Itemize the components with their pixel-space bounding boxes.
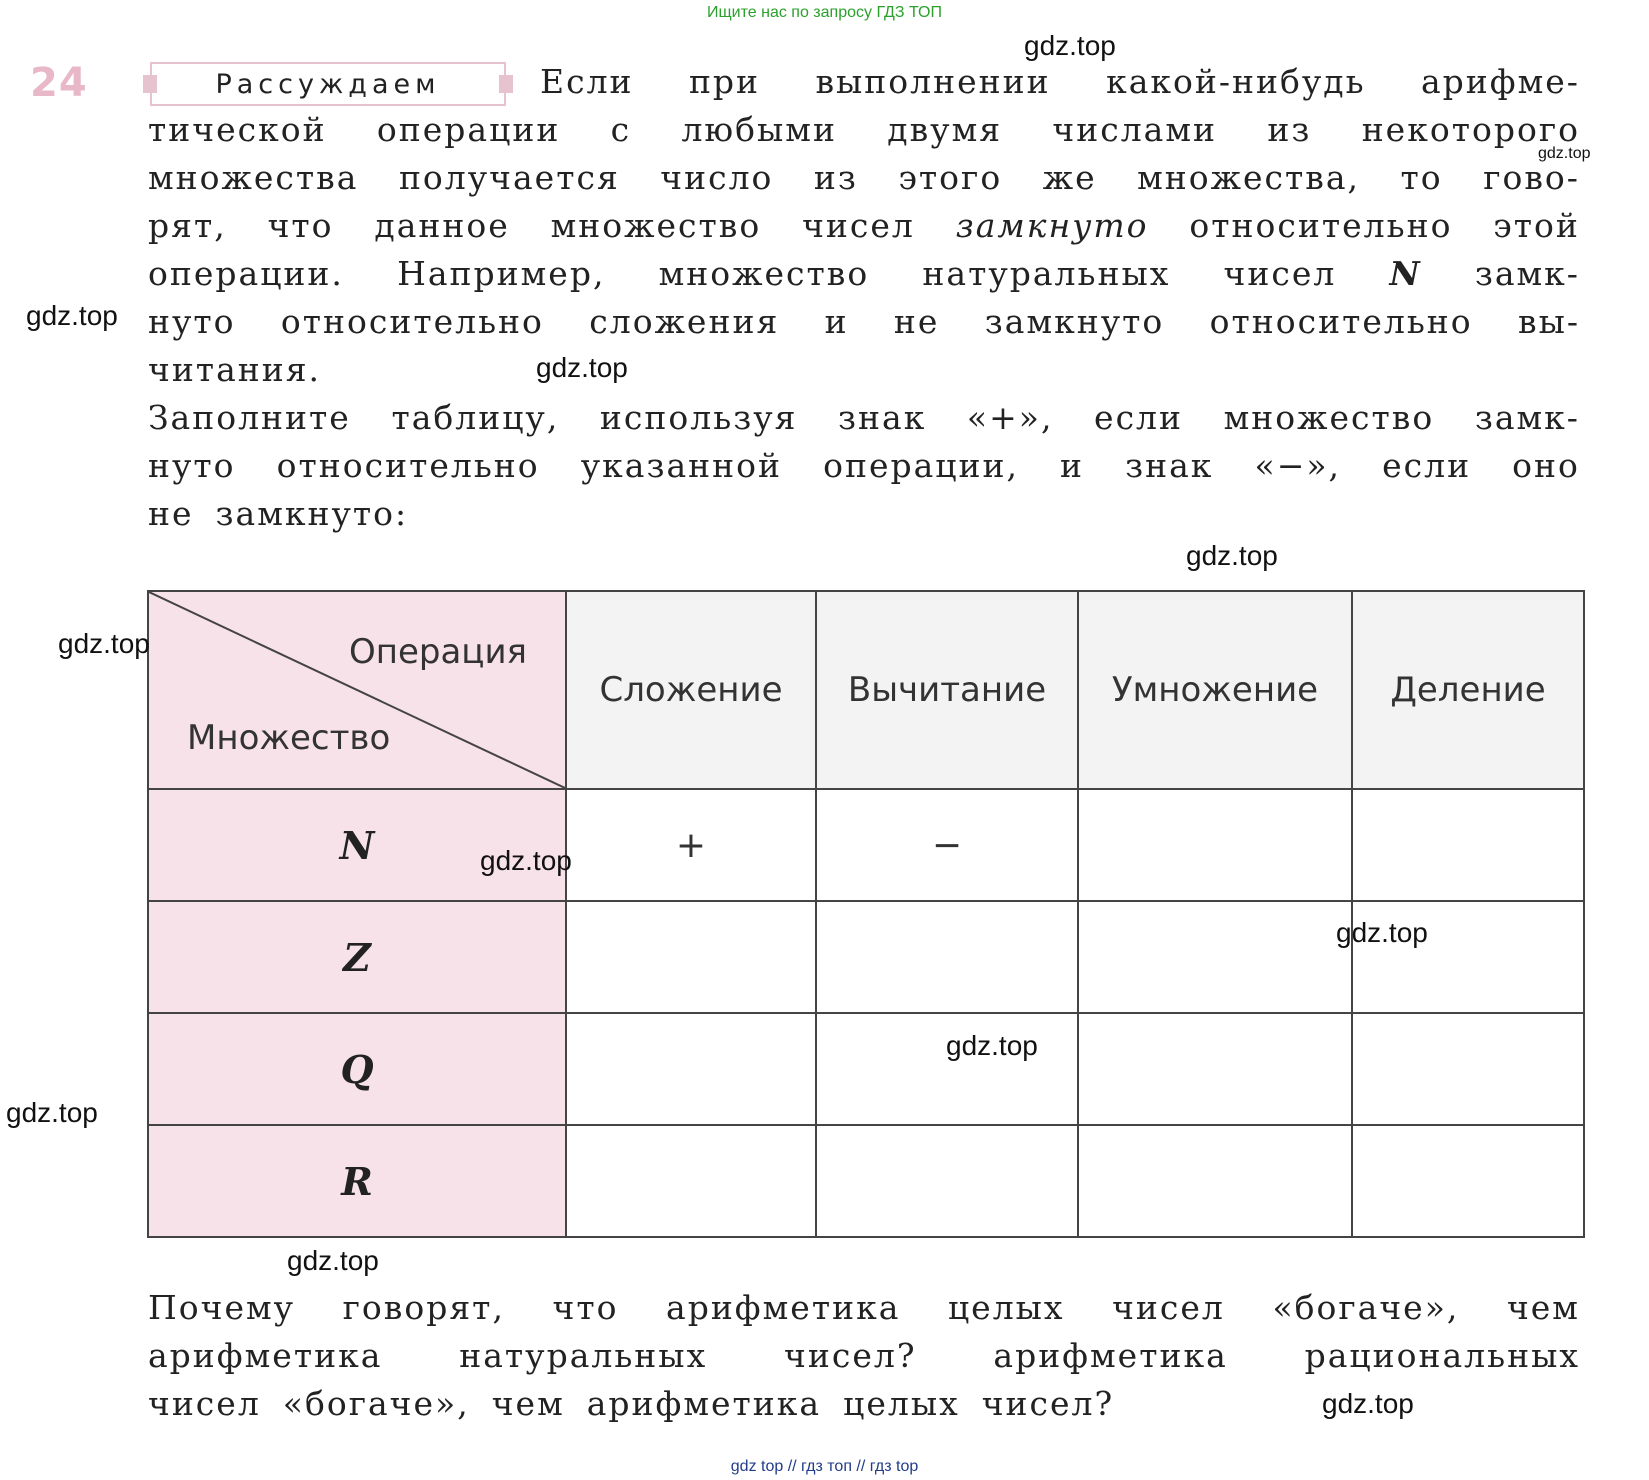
set-label-n: N bbox=[148, 789, 566, 901]
table-row bbox=[148, 1013, 1584, 1125]
intro-line-3: множества получается число из этого же множества, то гово- bbox=[148, 158, 1580, 197]
intro-line-7: читания. bbox=[148, 350, 322, 389]
set-label-q: Q bbox=[148, 1013, 566, 1125]
watermark: gdz.top bbox=[480, 845, 572, 876]
task-line-3: не замкнуто: bbox=[148, 494, 409, 533]
header-division: Деление bbox=[1352, 591, 1584, 789]
cell-n-multiplication[interactable] bbox=[1078, 789, 1352, 901]
task-line-1: Заполните таблицу, используя знак «+», если множество замк- bbox=[148, 398, 1580, 437]
cell-r-division[interactable] bbox=[1352, 1125, 1584, 1237]
cell-r-multiplication[interactable] bbox=[1078, 1125, 1352, 1237]
watermark: gdz.top bbox=[58, 628, 150, 659]
intro-line-5: операции. Например, множество натуральных чисел N замк- bbox=[148, 254, 1580, 293]
emphasis-closed: замкнуто bbox=[955, 206, 1149, 245]
cell-z-addition[interactable] bbox=[566, 901, 816, 1013]
watermark: gdz.top bbox=[1322, 1388, 1414, 1419]
cell-r-subtraction[interactable] bbox=[816, 1125, 1078, 1237]
table-row bbox=[148, 1125, 1584, 1237]
intro-line-2: тической операции с любыми двумя числами из некоторого bbox=[148, 110, 1580, 149]
corner-cell bbox=[148, 591, 566, 789]
intro-line-1: Если при выполнении какой-нибудь арифме- bbox=[540, 62, 1580, 101]
question-line-3: чисел «богаче», чем арифметика целых чисел? bbox=[148, 1384, 1115, 1423]
cell-z-multiplication[interactable] bbox=[1078, 901, 1352, 1013]
search-hint: Ищите нас по запросу ГДЗ ТОП bbox=[707, 4, 942, 21]
section-tag-label: Рассуждаем bbox=[215, 68, 441, 100]
intro-line-6: нуто относительно сложения и не замкнуто относительно вы- bbox=[148, 302, 1580, 341]
watermark: gdz.top bbox=[946, 1030, 1038, 1061]
intro-line-4: рят, что данное множество чисел замкнуто относительно этой bbox=[148, 206, 1580, 245]
problem-number: 24 bbox=[30, 60, 88, 106]
header-multiplication: Умножение bbox=[1078, 591, 1352, 789]
header-subtraction: Вычитание bbox=[816, 591, 1078, 789]
watermark: gdz.top bbox=[6, 1097, 98, 1128]
footer-watermark: gdz top // гдз топ // гдз top bbox=[730, 1458, 919, 1475]
watermark: gdz.top bbox=[1538, 145, 1591, 162]
cell-n-subtraction[interactable]: − bbox=[816, 789, 1078, 901]
cell-r-addition[interactable] bbox=[566, 1125, 816, 1237]
table-row bbox=[148, 789, 1584, 901]
cell-n-addition[interactable]: + bbox=[566, 789, 816, 901]
watermark: gdz.top bbox=[1336, 917, 1428, 948]
cell-n-division[interactable] bbox=[1352, 789, 1584, 901]
cell-q-multiplication[interactable] bbox=[1078, 1013, 1352, 1125]
closure-table bbox=[147, 590, 1585, 1238]
cell-q-division[interactable] bbox=[1352, 1013, 1584, 1125]
cell-q-addition[interactable] bbox=[566, 1013, 816, 1125]
corner-operation-label: Операция bbox=[348, 632, 527, 672]
watermark: gdz.top bbox=[536, 352, 628, 383]
set-label-r: R bbox=[148, 1125, 566, 1237]
watermark: gdz.top bbox=[1186, 540, 1278, 571]
corner-set-label: Множество bbox=[187, 718, 391, 758]
watermark: gdz.top bbox=[287, 1245, 379, 1276]
watermark: gdz.top bbox=[1024, 30, 1116, 61]
set-symbol-n: N bbox=[1389, 254, 1422, 293]
watermark: gdz.top bbox=[26, 300, 118, 331]
table-header-row bbox=[148, 591, 1584, 789]
header-addition: Сложение bbox=[566, 591, 816, 789]
section-tag bbox=[150, 62, 506, 106]
question-line-1: Почему говорят, что арифметика целых чисел «богаче», чем bbox=[148, 1288, 1580, 1327]
diagonal-line bbox=[149, 592, 565, 788]
task-line-2: нуто относительно указанной операции, и знак «−», если оно bbox=[148, 446, 1580, 485]
cell-z-subtraction[interactable] bbox=[816, 901, 1078, 1013]
question-line-2: арифметика натуральных чисел? арифметика рациональных bbox=[148, 1336, 1580, 1375]
set-label-z: Z bbox=[148, 901, 566, 1013]
